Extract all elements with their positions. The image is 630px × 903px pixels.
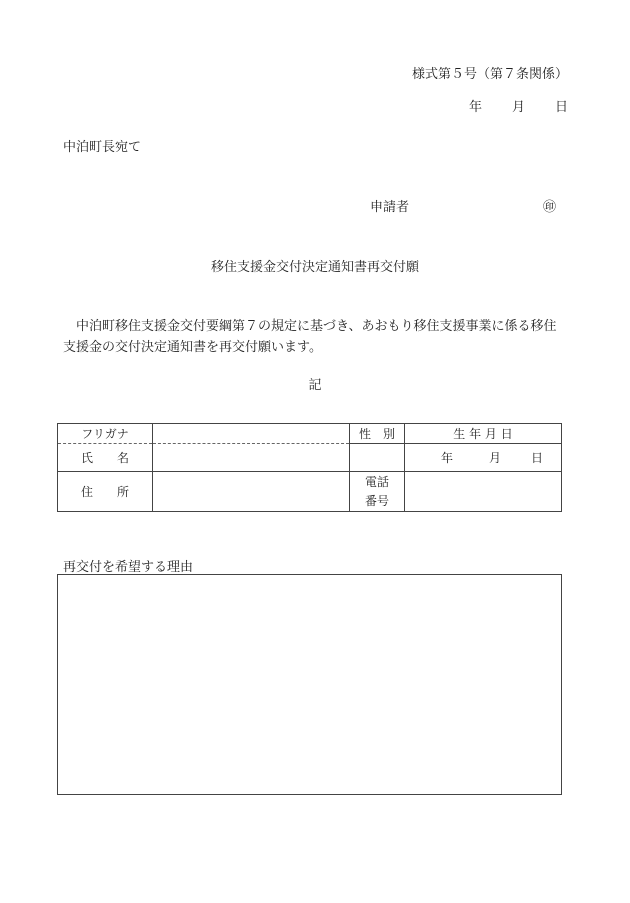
gender-label: 性 別 [350,424,405,444]
date-year-label: 年 [468,100,482,115]
birth-day-label: 日 [530,451,543,465]
birth-month-label: 月 [488,451,501,465]
ki-heading: 記 [308,378,322,393]
phone-label-line-2: 番号 [364,493,389,508]
reason-label: 再交付を希望する理由 [63,560,194,575]
phone-label [350,472,405,512]
name-label: 氏 名 [58,444,153,472]
form-number: 様式第５号（第７条関係） [411,67,568,82]
application-date [469,96,568,115]
birth-date-label: 生 年 月 日 [405,424,562,444]
date-month-label: 月 [511,100,525,115]
phone-label-line-1: 電話 [364,474,389,489]
date-day-label: 日 [554,100,568,115]
phone-field[interactable] [405,472,562,512]
gender-field[interactable] [350,444,405,472]
address-label: 住 所 [58,472,153,512]
furigana-label: フリガナ [58,424,153,444]
applicant-label: 申請者 [370,200,410,215]
applicant-info-table [57,423,562,512]
seal-mark: ㊞ [543,200,557,215]
body-text: 中泊町移住支援金交付要綱第７の規定に基づき、あおもり移住支援事業に係る移住支援金の交付決定通知書を再交付願います。 [63,319,557,355]
birth-date-field[interactable] [405,444,562,472]
furigana-field[interactable] [153,424,350,444]
name-field[interactable] [153,444,350,472]
reason-field[interactable] [57,574,562,795]
address-field[interactable] [153,472,350,512]
addressee: 中泊町長宛て [63,140,142,155]
document-title: 移住支援金交付決定通知書再交付願 [210,260,419,275]
birth-year-label: 年 [440,451,453,465]
